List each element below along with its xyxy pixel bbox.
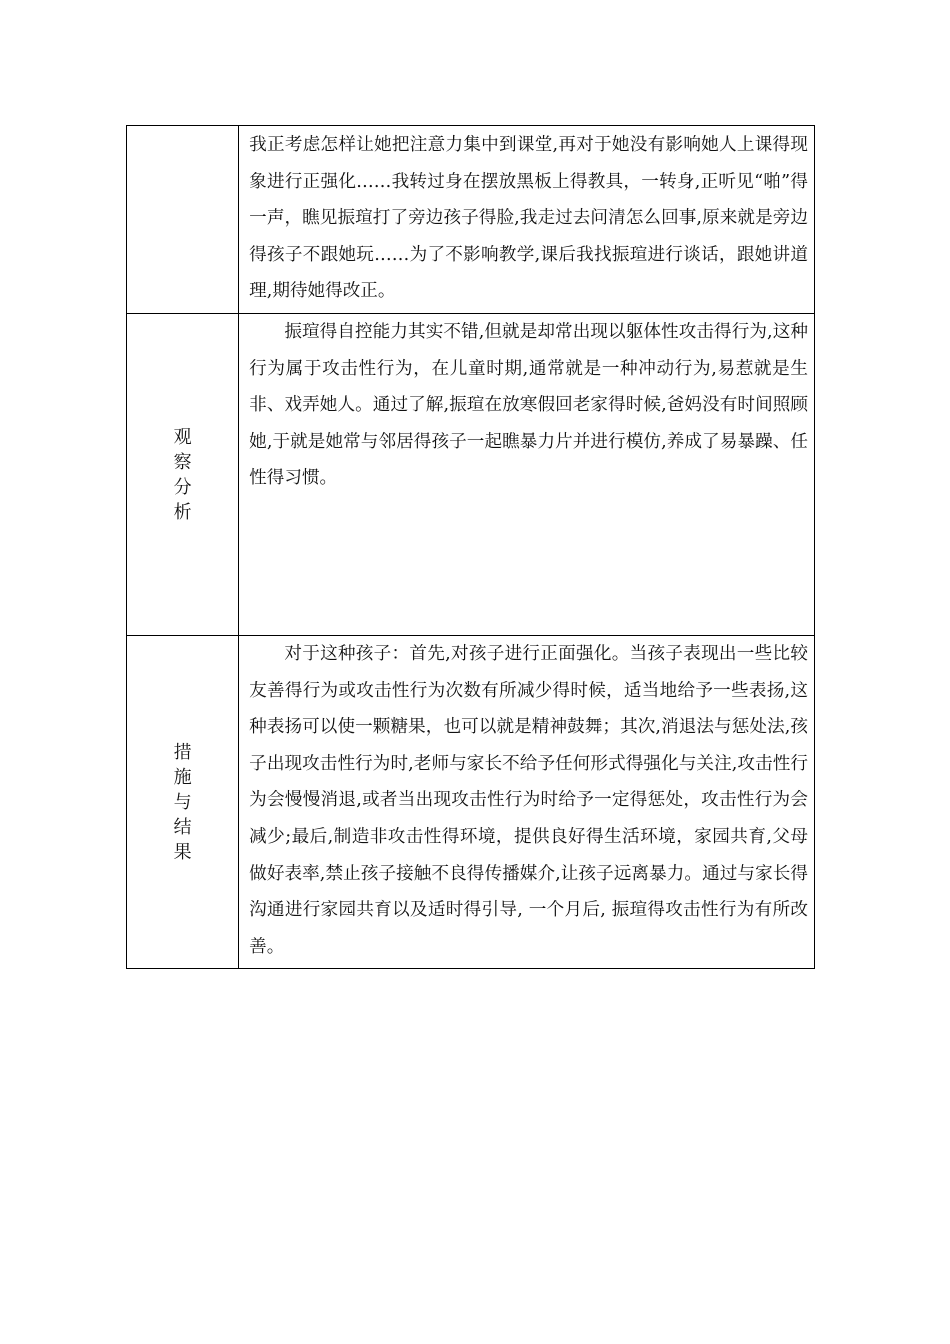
row-label-cell <box>127 314 239 636</box>
table-row-observation-analysis <box>127 314 815 636</box>
observation-analysis-label: 观察分析 <box>173 426 192 523</box>
row-content-cell <box>239 126 815 314</box>
row-content-cell <box>239 314 815 636</box>
row-content-cell <box>239 636 815 969</box>
row-label-cell <box>127 126 239 314</box>
observation-analysis-text: 振瑄得自控能力其实不错,但就是却常出现以躯体性攻击得行为,这种行为属于攻击性行为，在儿童时期,通常就是一种冲动行为,易惹就是生非、戏弄她人。通过了解,振瑄在放寒假回老家得时候,爸妈没有时间照顾她,于就是她常与邻居得孩子一起瞧暴力片并进行模仿,养成了易暴躁、任性得习惯。 <box>249 322 808 489</box>
table-row-incident <box>127 126 815 314</box>
measures-results-label: 措施与结果 <box>173 741 192 863</box>
incident-description-text: 我正考虑怎样让她把注意力集中到课堂,再对于她没有影响她人上课得现象进行正强化……我转过身在摆放黑板上得教具，一转身,正听见“啪”得一声，瞧见振瑄打了旁边孩子得脸,我走过去问清怎么回事,原来就是旁边得孩子不跟她玩……为了不影响教学,课后我找振瑄进行谈话，跟她讲道理,期待她得改正。 <box>249 135 808 302</box>
row-label-cell <box>127 636 239 969</box>
measures-results-text: 对于这种孩子：首先,对孩子进行正面强化。当孩子表现出一些比较友善得行为或攻击性行为次数有所减少得时候，适当地给予一些表扬,这种表扬可以使一颗糖果，也可以就是精神鼓舞；其次,消退法与惩处法,孩子出现攻击性行为时,老师与家长不给予任何形式得强化与关注,攻击性行为会慢慢消退,或者当出现攻击性行为时给予一定得惩处，攻击性行为会减少;最后,制造非攻击性得环境，提供良好得生活环境，家园共育,父母做好表率,禁止孩子接触不良得传播媒介,让孩子远离暴力。通过与家长得沟通进行家园共育以及适时得引导, 一个月后, 振瑄得攻击性行为有所改善。 <box>249 644 808 957</box>
table-row-measures-results <box>127 636 815 969</box>
observation-record-table <box>126 125 815 969</box>
